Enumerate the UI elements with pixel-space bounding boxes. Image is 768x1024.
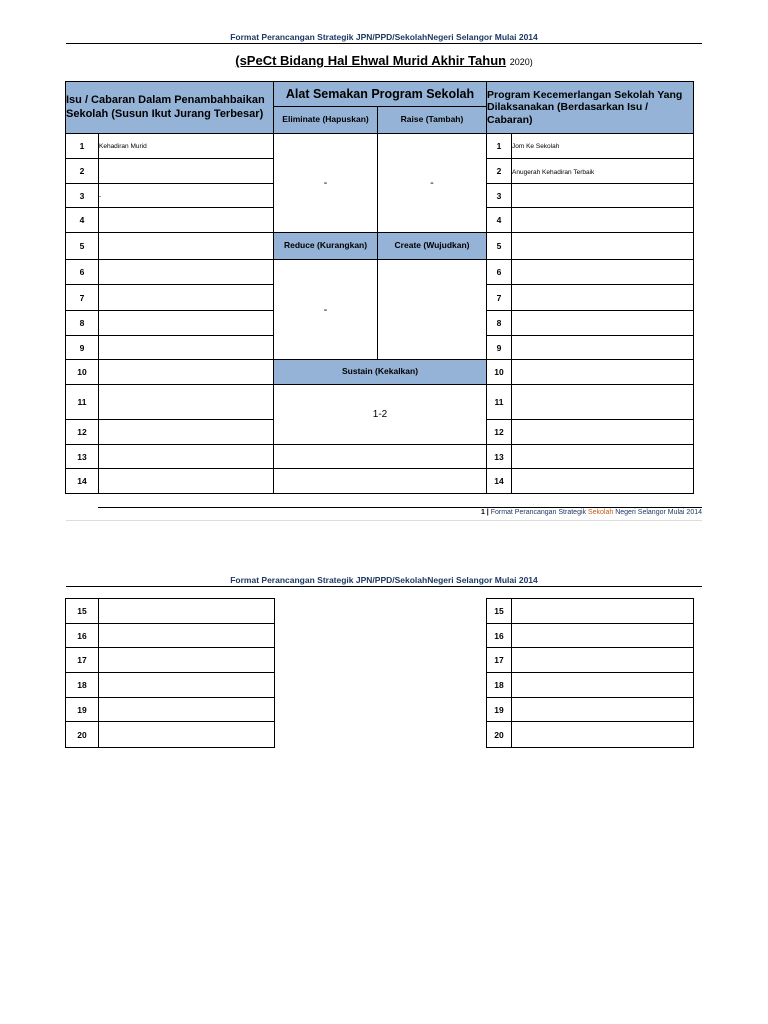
program-cell (512, 698, 694, 722)
row-number: 17 (66, 648, 99, 673)
program-cell (512, 673, 694, 698)
blank-cell (274, 469, 487, 494)
row-number: 9 (487, 336, 512, 360)
issue-cell (99, 420, 274, 445)
issue-cell (99, 698, 275, 722)
row-number: 4 (66, 208, 99, 233)
page-header-2: Format Perancangan Strategik JPN/PPD/SekolahNegeri Selangor Mulai 2014 (230, 575, 538, 585)
document-title (66, 53, 702, 68)
header-tool: Alat Semakan Program Sekolah (274, 82, 487, 107)
program-cell (512, 420, 694, 445)
title-year: 2020) (509, 57, 533, 67)
row-number: 5 (66, 233, 99, 260)
row-number: 2 (66, 159, 99, 184)
header-programs: Program Kecemerlangan Sekolah Yang Dilaksanakan (Berdasarkan Isu / Cabaran) (487, 82, 694, 134)
title-main: (sPeCt Bidang Hal Ehwal Murid Akhir Tahun (235, 53, 507, 68)
row-number: 16 (487, 624, 512, 648)
row-number: 1 (66, 134, 99, 159)
program-cell (512, 208, 694, 233)
raise-cell: - (378, 134, 487, 233)
footer-text-a: Format Perancangan Strategik (490, 509, 587, 516)
row-number: 18 (66, 673, 99, 698)
row-number: 19 (487, 698, 512, 722)
eliminate-cell: - (274, 134, 378, 233)
row-number: 7 (487, 285, 512, 311)
strategy-table (65, 81, 694, 494)
row-number: 8 (487, 311, 512, 336)
header-reduce: Reduce (Kurangkan) (274, 233, 378, 260)
issue-cell: Kehadiran Murid (99, 134, 274, 159)
issue-cell (99, 469, 274, 494)
header-issues: Isu / Cabaran Dalam Penambahbaikan Sekolah (Susun Ikut Jurang Terbesar) (66, 82, 274, 134)
program-cell (512, 385, 694, 420)
footer-text-b: Negeri Selangor Mulai 2014 (615, 509, 702, 516)
row-number: 7 (66, 285, 99, 311)
issue-cell (99, 673, 275, 698)
row-number: 10 (66, 360, 99, 385)
program-cell (512, 624, 694, 648)
issue-cell (99, 648, 275, 673)
row-number: 10 (487, 360, 512, 385)
issue-cell (99, 159, 274, 184)
page-number: 1 | (480, 509, 489, 516)
row-number: 15 (66, 599, 99, 624)
sustain-cell: 1-2 (274, 385, 487, 445)
page-divider (66, 520, 702, 521)
program-cell (512, 599, 694, 624)
header-raise: Raise (Tambah) (378, 107, 487, 134)
issue-cell (99, 285, 274, 311)
issue-cell (99, 385, 274, 420)
program-cell (512, 445, 694, 469)
page-footer (481, 509, 702, 516)
program-cell (512, 722, 694, 748)
issue-cell (99, 208, 274, 233)
row-number: 8 (66, 311, 99, 336)
row-number: 12 (487, 420, 512, 445)
page-header: Format Perancangan Strategik JPN/PPD/SekolahNegeri Selangor Mulai 2014 (230, 32, 538, 42)
program-cell (512, 184, 694, 208)
row-number: 11 (487, 385, 512, 420)
row-number: 3 (66, 184, 99, 208)
row-number: 20 (487, 722, 512, 748)
program-cell (512, 469, 694, 494)
program-cell (512, 233, 694, 260)
row-number: 11 (66, 385, 99, 420)
row-number: 6 (487, 260, 512, 285)
program-cell (512, 260, 694, 285)
reduce-cell: - (274, 260, 378, 360)
row-number: 4 (487, 208, 512, 233)
row-number: 17 (487, 648, 512, 673)
issue-cell (99, 599, 275, 624)
row-number: 5 (487, 233, 512, 260)
row-number: 9 (66, 336, 99, 360)
row-number: 6 (66, 260, 99, 285)
program-cell: Jom Ke Sekolah (512, 134, 694, 159)
program-cell (512, 648, 694, 673)
row-number: 14 (66, 469, 99, 494)
row-number: 20 (66, 722, 99, 748)
header-rule-2 (66, 586, 702, 587)
row-number: 13 (66, 445, 99, 469)
issue-cell (99, 360, 274, 385)
issue-cell (99, 624, 275, 648)
row-number: 14 (487, 469, 512, 494)
row-number: 16 (66, 624, 99, 648)
issue-cell (99, 233, 274, 260)
issue-cell (99, 445, 274, 469)
program-cell: Anugerah Kehadiran Terbaik (512, 159, 694, 184)
issue-cell (99, 722, 275, 748)
issues-table-continued (65, 598, 275, 748)
program-cell (512, 336, 694, 360)
row-number: 19 (66, 698, 99, 722)
program-cell (512, 285, 694, 311)
row-number: 15 (487, 599, 512, 624)
create-cell (378, 260, 487, 360)
blank-cell (274, 445, 487, 469)
header-eliminate: Eliminate (Hapuskan) (274, 107, 378, 134)
program-cell (512, 311, 694, 336)
footer-rule (98, 507, 702, 508)
header-sustain: Sustain (Kekalkan) (274, 360, 487, 385)
row-number: 1 (487, 134, 512, 159)
row-number: 3 (487, 184, 512, 208)
row-number: 12 (66, 420, 99, 445)
footer-text-orange: Sekolah (587, 509, 614, 516)
issue-cell (99, 311, 274, 336)
program-cell (512, 360, 694, 385)
issue-cell (99, 260, 274, 285)
programs-table-continued (486, 598, 694, 748)
header-rule (66, 43, 702, 44)
issue-cell (99, 336, 274, 360)
row-number: 2 (487, 159, 512, 184)
row-number: 13 (487, 445, 512, 469)
header-create: Create (Wujudkan) (378, 233, 487, 260)
row-number: 18 (487, 673, 512, 698)
issue-cell: - (99, 184, 274, 208)
